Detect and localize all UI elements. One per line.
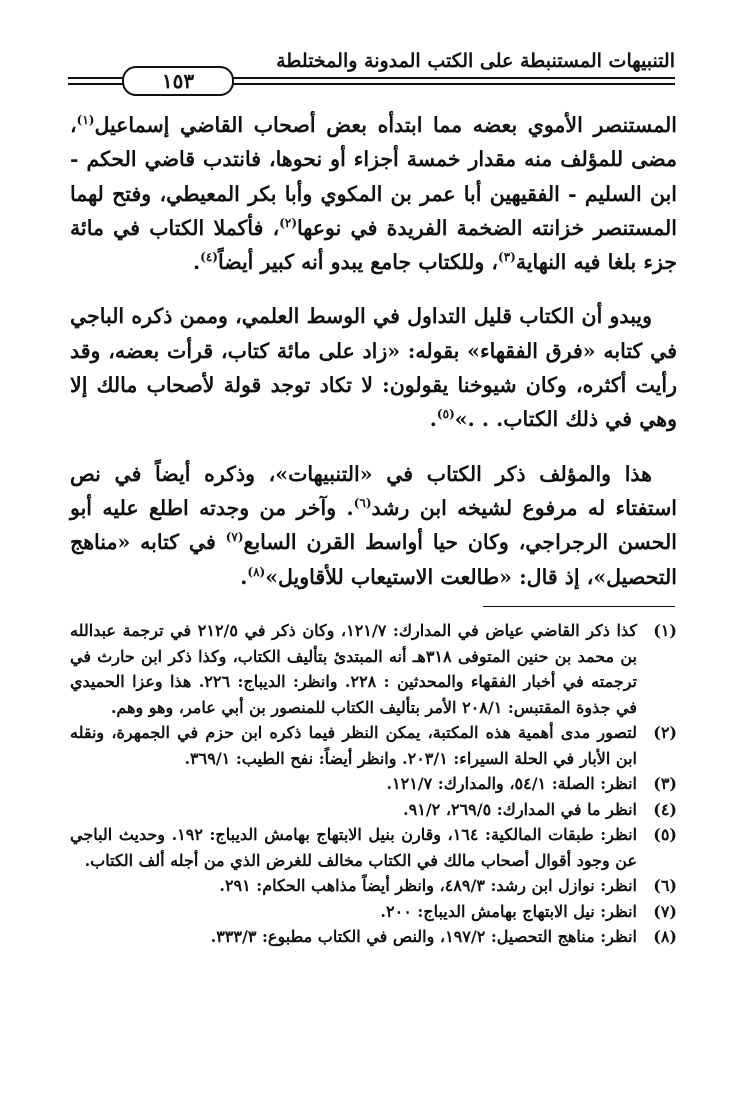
footnote-ref[interactable]: (٧)	[225, 530, 244, 545]
footnotes	[70, 618, 677, 950]
footnote-ref[interactable]: (٣)	[498, 250, 516, 265]
footnote-2	[70, 720, 677, 771]
text-segment: ، فأكملا الكتاب في مائة جزء بلغا فيه النهاية	[70, 215, 677, 275]
text-segment: ، وللكتاب جامع يبدو أنه كبير أيضاً	[217, 250, 498, 275]
footnote-number: (٤)	[653, 799, 677, 819]
footnote-number: (٧)	[653, 901, 677, 921]
footnote-7	[70, 899, 677, 925]
footnote-ref[interactable]: (٦)	[353, 496, 372, 511]
text-segment: .	[429, 407, 437, 432]
footnote-number: (٢)	[653, 723, 677, 742]
main-text	[70, 108, 677, 614]
paragraph-2	[70, 299, 677, 436]
footnote-ref[interactable]: (٥)	[436, 407, 455, 422]
footnote-text: كذا ذكر القاضي عياض في المدارك: ١٢١/٧، وكان ذكر في ٢١٢/٥ في ترجمة عبدالله بن محمد بن حنين المتوفى ٣١٨هـ أنه المبتدئ بتأليف الكتاب، وكذا ذكر ابن حارث في ترجمته في أخبار الفقهاء والمحدثين : ٢٢٨. وانظر: الديباج: ٢٢٦. هذا وعزا الحميدي في جذوة المقتبس: ٢٠٨/١ الأمر بتأليف الكتاب للمنصور بن أبي عامر، وهو وهم.	[70, 621, 637, 717]
text-segment: المستنصر الأموي بعضه مما ابتدأه بعض أصحاب القاضي إسماعيل	[94, 113, 677, 137]
page-header	[68, 50, 675, 100]
footnote-5	[70, 822, 677, 873]
footnote-ref[interactable]: (٨)	[247, 564, 266, 579]
footnote-text: انظر: الصلة: ٥٤/١، والمدارك: ١٢١/٧.	[386, 774, 637, 793]
footnote-text: انظر: نيل الابتهاج بهامش الديباج: ٢٠٠.	[380, 901, 637, 921]
footnote-number: (٦)	[653, 876, 677, 895]
text-segment: .	[240, 564, 248, 589]
footnote-separator	[483, 606, 675, 607]
text-segment: . وآخر من وجدته اطلع عليه أبو الحسن الرجراجي، وكان حيا أواسط القرن السابع	[70, 495, 677, 555]
paragraph-1	[70, 108, 677, 279]
paragraph-3	[70, 457, 677, 594]
footnote-ref[interactable]: (١)	[76, 113, 95, 128]
footnote-8	[70, 924, 677, 950]
footnote-number: (٨)	[653, 927, 677, 946]
footnote-text: انظر: نوازل ابن رشد: ٤٨٩/٣، وانظر أيضاً مذاهب الحكام: ٢٩١.	[219, 876, 637, 895]
footnote-ref[interactable]: (٤)	[200, 250, 218, 265]
running-title: التنبيهات المستنبطة على الكتب المدونة والمختلطة	[276, 50, 675, 72]
footnote-text: لتصور مدى أهمية هذه المكتبة، يمكن النظر فيما ذكره ابن حزم في الجمهرة، ونقله ابن الأبار في الحلة السيراء: ٢٠٣/١. وانظر أيضاً: نفح الطيب: ٣٦٩/١.	[70, 723, 637, 768]
footnote-number: (٣)	[653, 774, 677, 793]
footnote-text: انظر: طبقات المالكية: ١٦٤، وقارن بنيل الابتهاج بهامش الديباج: ١٩٢. وحديث الباجي عن وجود أقوال أصحاب مالك في الكتاب مخالف للغرض الذي من أجله ألف الكتاب.	[70, 825, 638, 870]
footnote-number: (١)	[653, 621, 677, 640]
text-segment: ، مضى للمؤلف منه مقدار خمسة أجزاء أو نحوها، فانتدب قاضي الحكم - ابن السليم - الفقيهين أبا عمر بن المكوي وأبا بكر المعيطي، وفتح لهما المستنصر خزانته الضخمة الفريدة في نوعها	[70, 113, 678, 240]
footnote-3	[70, 771, 677, 797]
text-segment: في كتابه «مناهج التحصيل»، إذ قال: «طالعت الاستيعاب للأقاويل»	[70, 530, 677, 589]
footnote-text: انظر: مناهج التحصيل: ١٩٧/٢، والنص في الكتاب مطبوع: ٣٣٣/٣.	[210, 927, 637, 946]
page-number: ١٥٣	[122, 66, 234, 96]
text-segment: .	[192, 250, 201, 275]
footnote-4	[70, 797, 677, 823]
text-segment: ويبدو أن الكتاب قليل التداول في الوسط العلمي، وممن ذكره الباجي في كتابه «فرق الفقهاء» بقوله: «زاد على مائة كتاب، قرأت بعضه، وقد رأيت أكثره، وكان شيوخنا يقولون: لا تكاد توجد قولة لأصحاب مالك إلا وهي في ذلك الكتاب. . .»	[70, 304, 677, 432]
footnote-number: (٥)	[653, 825, 677, 844]
text-segment: هذا والمؤلف ذكر الكتاب في «التنبيهات»، وذكره أيضاً في نص استفتاء له مرفوع لشيخه ابن رشد	[70, 461, 677, 520]
footnote-6	[70, 873, 677, 899]
footnote-ref[interactable]: (٢)	[279, 216, 298, 231]
footnote-1	[70, 618, 677, 720]
footnote-text: انظر ما في المدارك: ٢٦٩/٥، ٩١/٢.	[403, 799, 637, 819]
